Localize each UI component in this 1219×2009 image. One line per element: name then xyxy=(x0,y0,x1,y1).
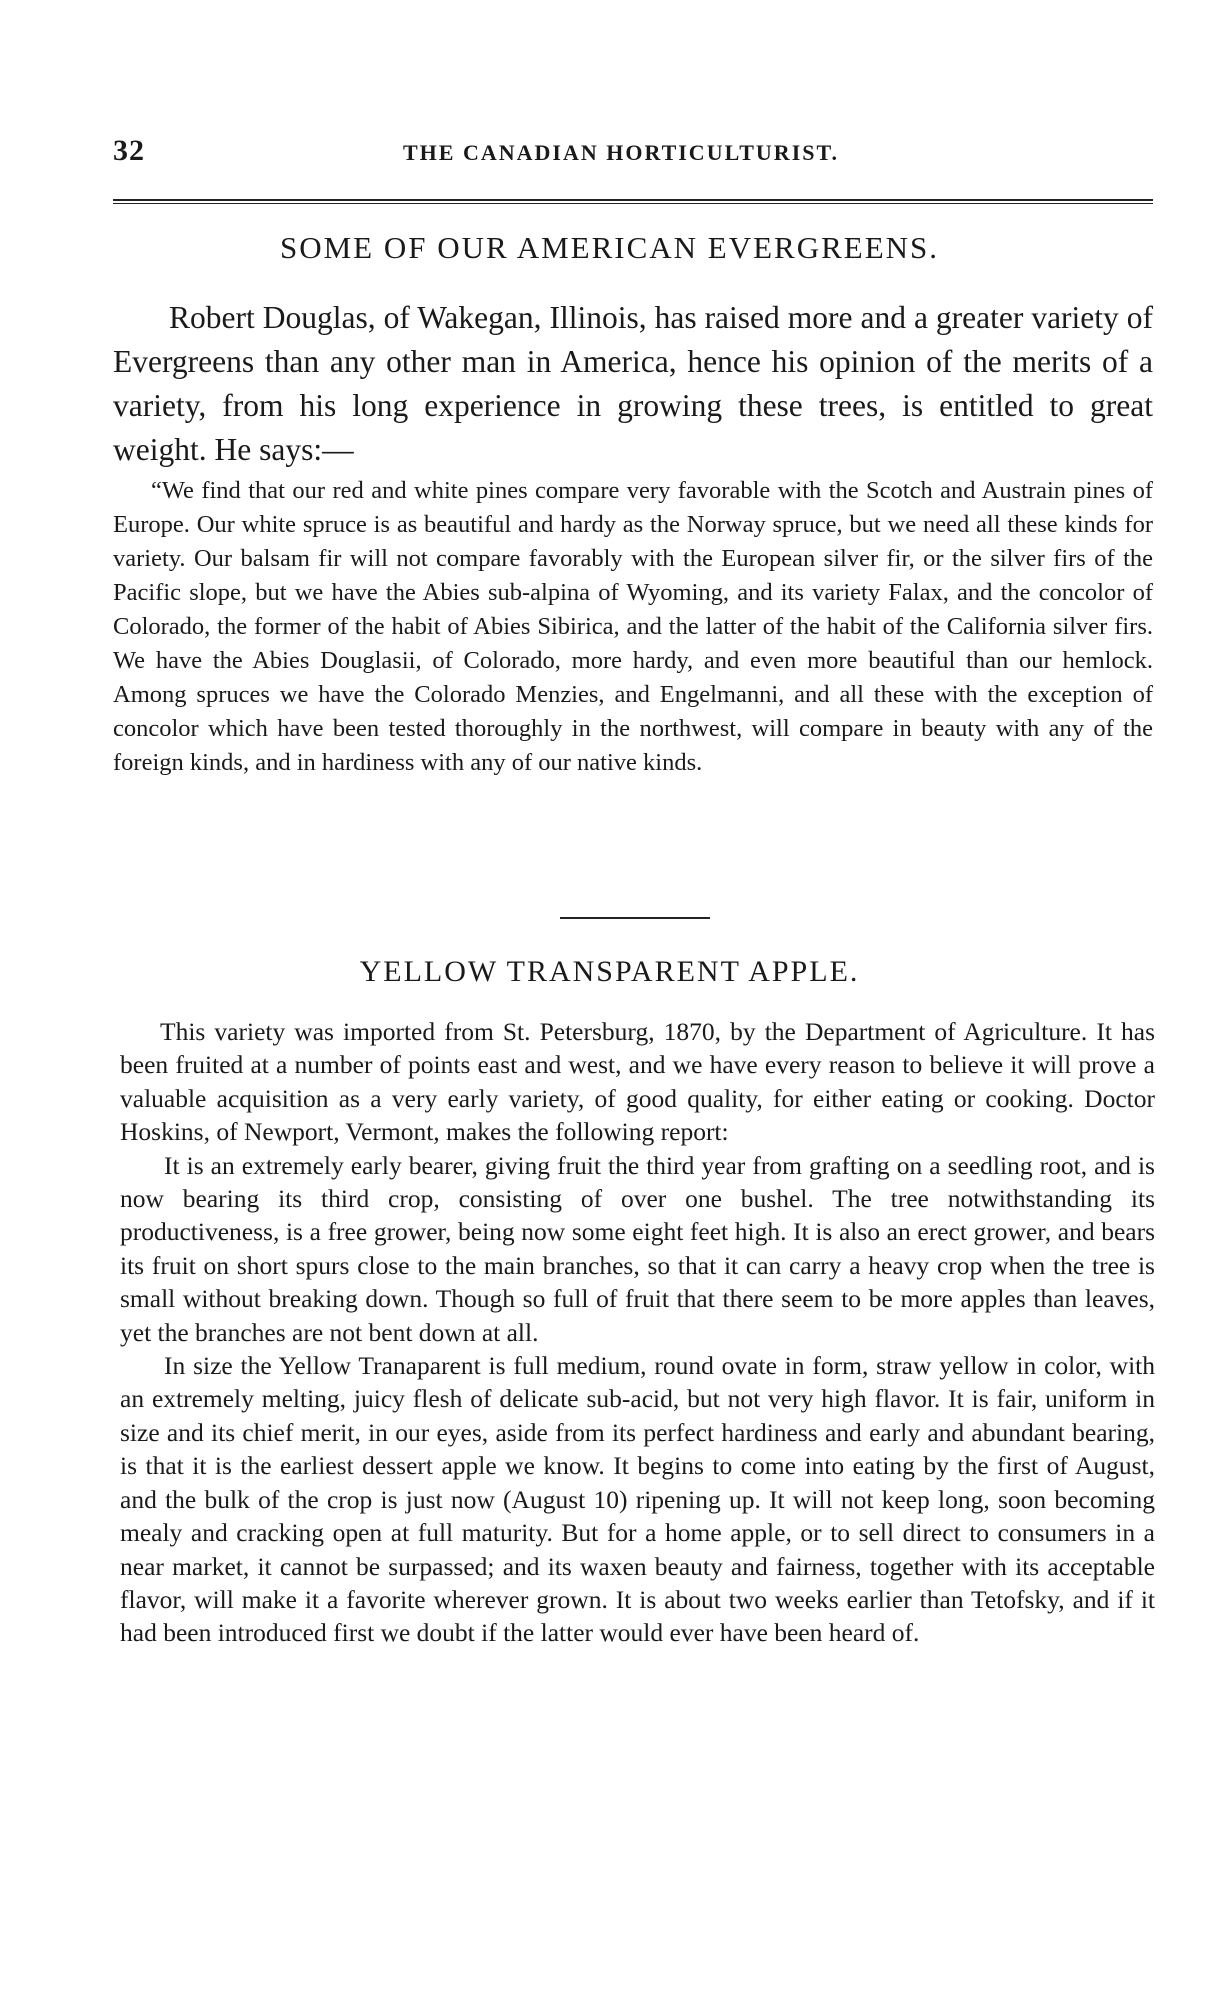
quoted-passage xyxy=(113,474,1153,780)
paragraph: In size the Yellow Tranaparent is full medium, round ovate in form, straw yellow in color, with an extremely melting, juicy flesh of delicate sub-acid, but not very high flavor. It is fair, uniform in size and its chief merit, in our eyes, aside from its perfect hardiness and early and abundant bearing, is that it is the earliest dessert apple we know. It begins to come into eating by the first of August, and the bulk of the crop is just now (August 10) ripening up. It will not keep long, soon becoming mealy and cracking open at full maturity. But for a home apple, or to sell direct to consumers in a near market, it cannot be surpassed; and its waxen beauty and fairness, together with its acceptable flavor, will make it a favorite wherever grown. It is about two weeks earlier than Tetofsky, and if it had been introduced first we doubt if the latter would ever have been heard of. xyxy=(120,1351,1155,1648)
section-divider xyxy=(560,917,710,919)
intro-text: Robert Douglas, of Wakegan, Illinois, has raised more and a greater variety of Evergreens than any other man in America, hence his opinion of the merits of a variety, from his long experience in growing these trees, is entitled to great weight. He says:— xyxy=(113,300,1153,467)
running-head xyxy=(113,134,1153,174)
article-title-evergreens: SOME OF OUR AMERICAN EVERGREENS. xyxy=(279,230,940,265)
page-number: 32 xyxy=(113,134,145,167)
article-title-yellow-transparent: YELLOW TRANSPARENT APPLE. xyxy=(359,955,860,988)
quote-text: “We find that our red and white pines compare very favorable with the Scotch and Austrain pines of Europe. Our white spruce is as beautiful and hardy as the Norway spruce, but we need all these kinds for variety. Our balsam fir will not compare favorably with the European silver fir, or the silver firs of the Pacific slope, but we have the Abies sub-alpina of Wyoming, and its variety Falax, and the concolor of Colorado, the former of the habit of Abies Sibirica, and the latter of the habit of the California silver firs. We have the Abies Douglasii, of Colorado, more hardy, and even more beautiful than our hemlock. Among spruces we have the Colorado Menzies, and Engelmanni, and all these with the exception of concolor which have been tested thoroughly in the northwest, will compare in beauty with any of the foreign kinds, and in hardiness with any of our native kinds. xyxy=(113,477,1153,776)
journal-title: THE CANADIAN HORTICULTURIST. xyxy=(403,140,840,165)
paragraph: This variety was imported from St. Petersburg, 1870, by the Department of Agriculture. It has been fruited at a number of points east and west, and we have every reason to believe it will prove a valuable acquisition as a very early variety, of good quality, for either eating or cooking. Doctor Hoskins, of Newport, Vermont, makes the following report: xyxy=(120,1017,1155,1147)
apple-article-body xyxy=(120,1015,1155,1650)
header-divider xyxy=(113,199,1153,204)
paragraph: It is an extremely early bearer, giving fruit the third year from grafting on a seedling root, and is now bearing its third crop, consisting of over one bushel. The tree notwithstanding its productiveness, is a free grower, being now some eight feet high. It is also an erect grower, and bears its fruit on short spurs close to the main branches, so that it can carry a heavy crop when the tree is small without breaking down. Though so full of fruit that there seem to be more apples than leaves, yet the branches are not bent down at all. xyxy=(120,1150,1155,1347)
article-intro-paragraph xyxy=(113,296,1153,472)
